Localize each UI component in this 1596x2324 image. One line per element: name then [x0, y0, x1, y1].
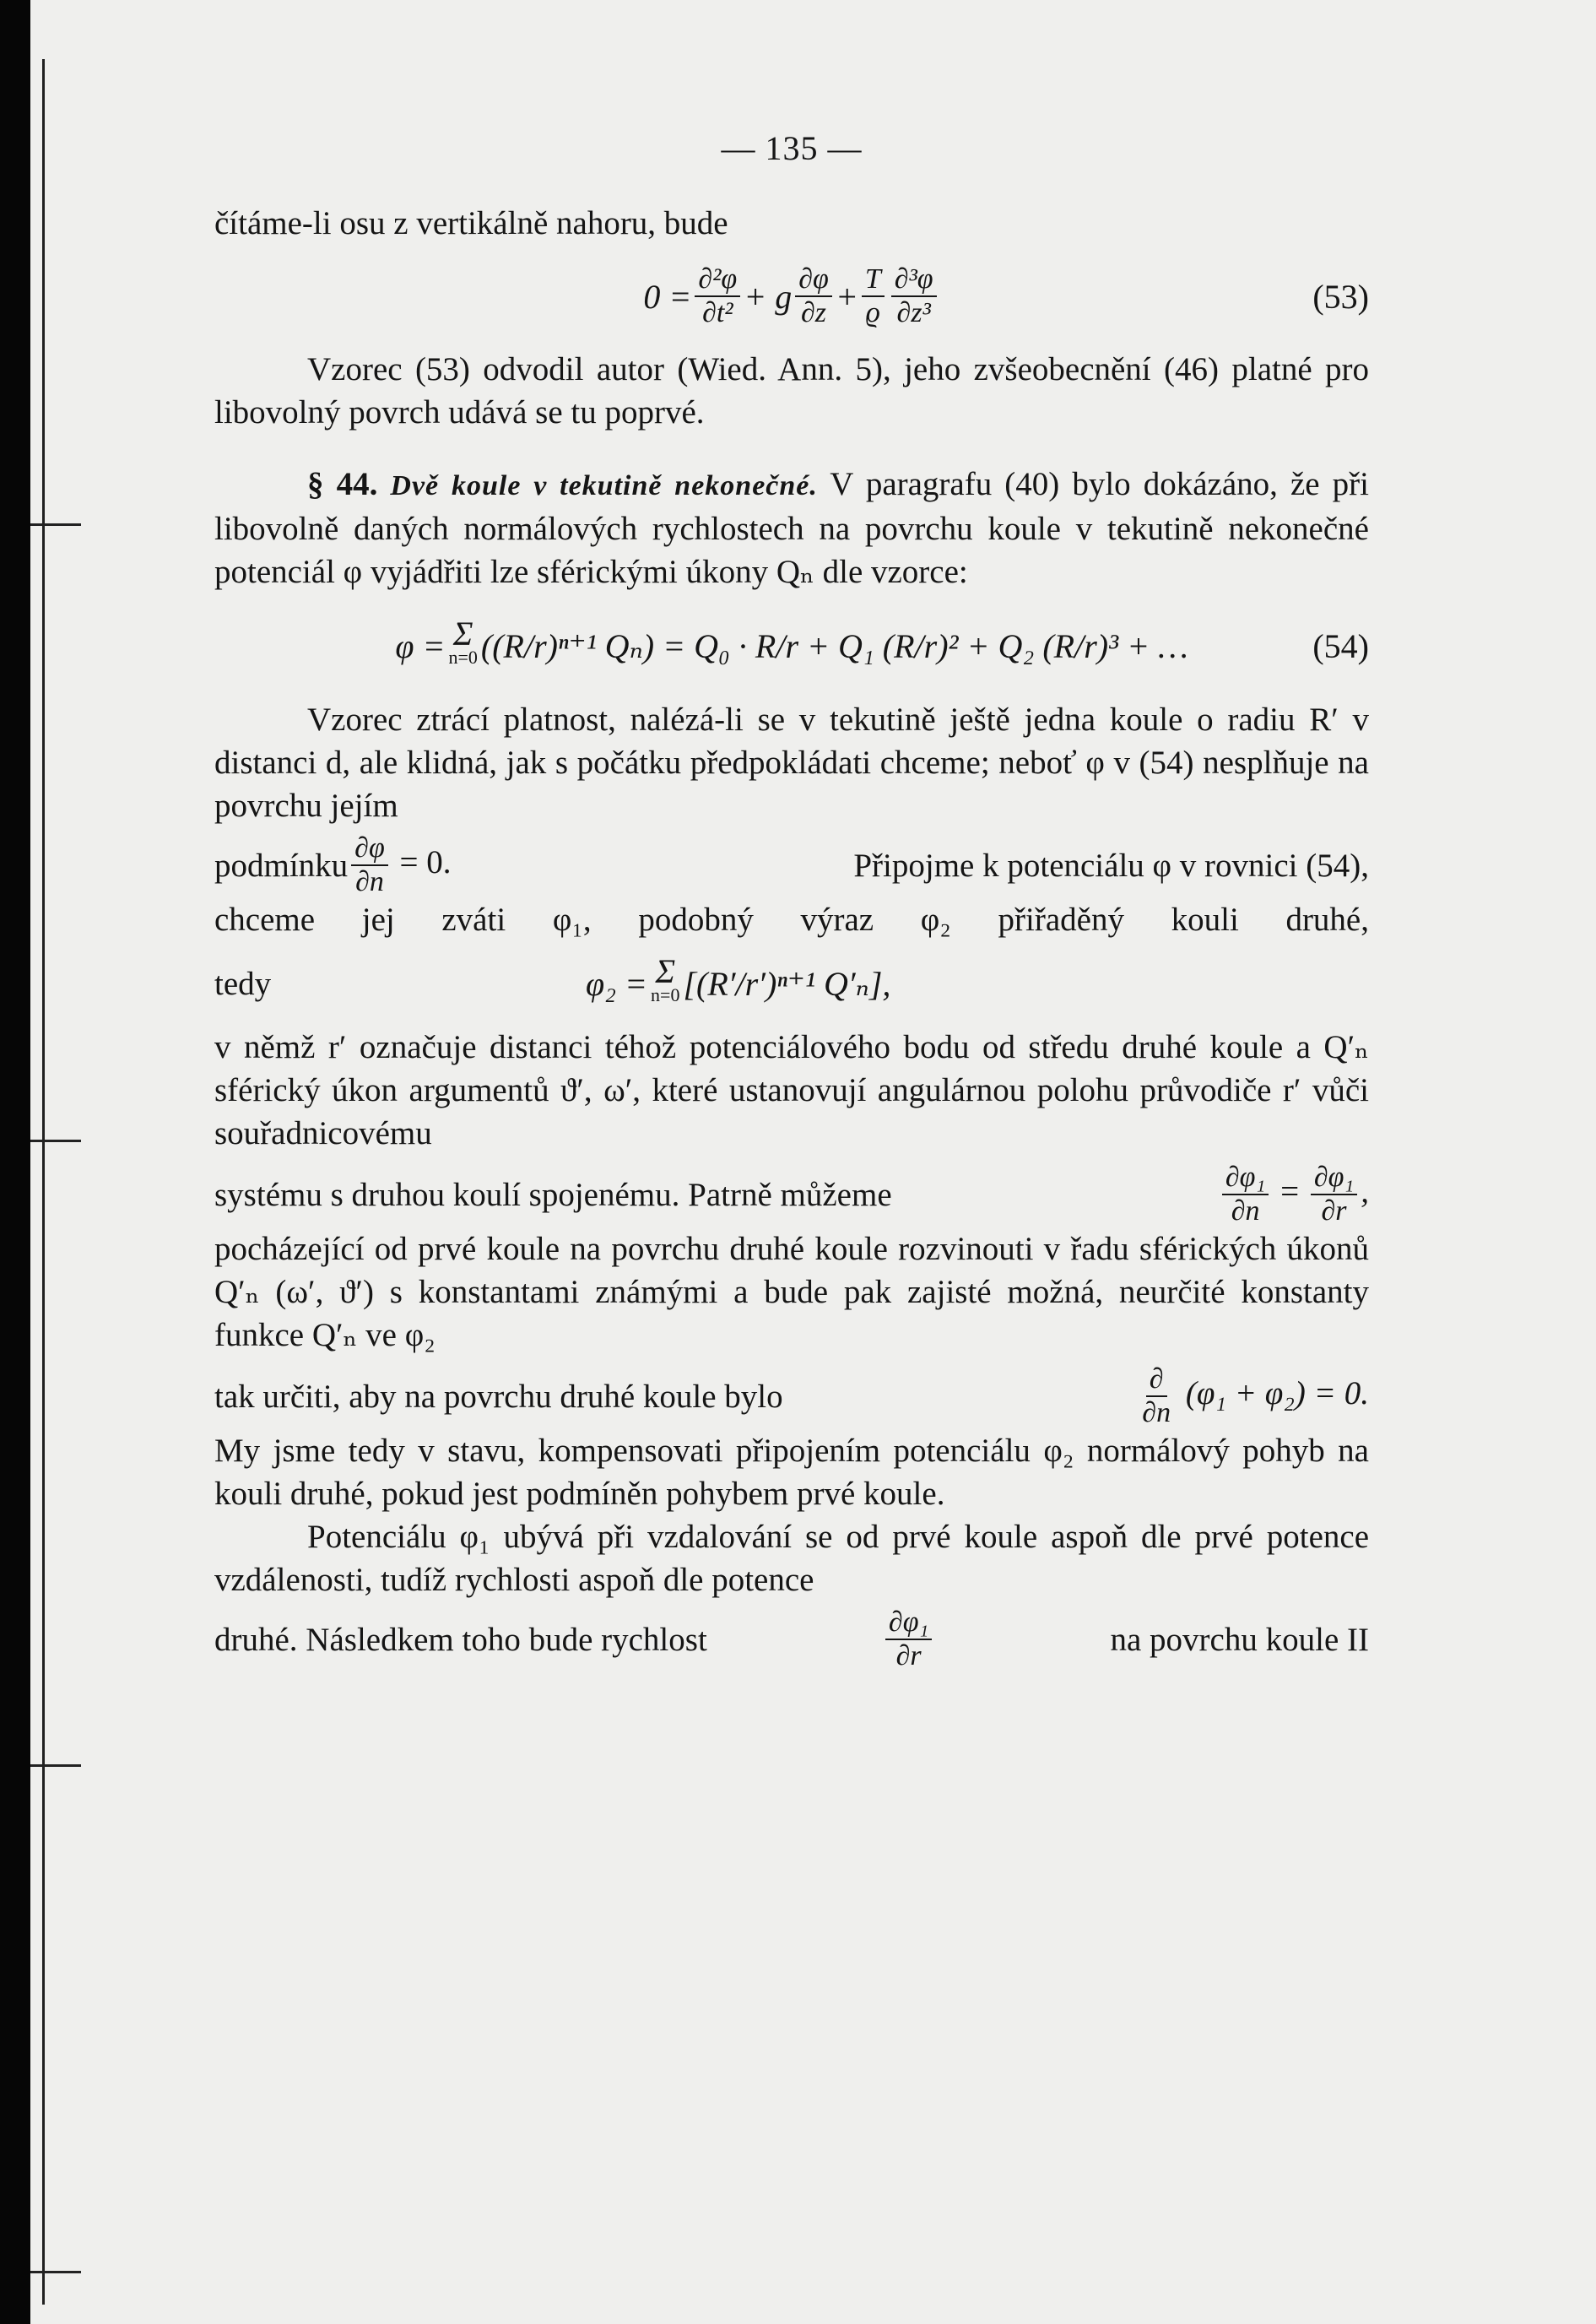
equation-number: (54)	[1312, 626, 1369, 665]
section-44	[214, 463, 1369, 593]
numerator: T	[862, 263, 885, 297]
eq-term: = 0.	[399, 843, 452, 880]
denominator: ∂r	[895, 1640, 922, 1671]
text: Připojme k potenciálu φ v rovnici (54),	[853, 847, 1369, 884]
book-page	[30, 0, 1596, 2324]
denominator: ∂n	[355, 866, 384, 897]
sigma: Σ	[452, 615, 473, 653]
page-content	[214, 127, 1369, 1672]
denominator: ∂t²	[702, 297, 733, 328]
eq-term: +	[835, 277, 858, 316]
text: tak určiti, aby na povrchu druhé koule bylo	[214, 1378, 783, 1415]
fraction	[1222, 1162, 1269, 1227]
equation-inline	[882, 1606, 935, 1672]
paragraph: Vzorec ztrácí platnost, nalézá-li se v tekutině ještě jedna koule o radiu R′ v distanci d, ale klidná, jak s počátku předpokládati chceme; neboť φ v (54) nesplňuje na povrchu jejím	[214, 702, 1369, 824]
fraction	[891, 263, 937, 329]
paragraph: pocházející od prvé koule na povrchu druhé koule rozvinouti v řadu sférických úkonů Q′ₙ (ω′, ϑ′) s konstantami známými a bude pak zajisté možná, neurčité konstanty funkce Q′ₙ ve φ₂	[214, 1231, 1369, 1353]
page-edge-line	[42, 59, 45, 2305]
fraction	[1139, 1363, 1174, 1429]
page-number: — 135 —	[721, 129, 863, 167]
edge-mark	[30, 523, 81, 526]
text: druhé. Následkem toho bude rychlost	[214, 1621, 707, 1658]
section-title: Dvě koule v tekutině nekonečné.	[390, 470, 818, 501]
eq-term: ,	[1361, 1173, 1369, 1210]
sum-operator	[448, 615, 478, 669]
sum-limit: n=0	[651, 984, 680, 1005]
text: na povrchu koule II	[1110, 1621, 1369, 1658]
equation-54	[214, 615, 1369, 669]
fraction	[862, 263, 885, 329]
paragraph: chceme jej zváti φ₁, podobný výraz φ₂ přiřaděný kouli druhé,	[214, 902, 1369, 938]
denominator: ∂z³	[896, 297, 931, 328]
eq-term: [(R′/r′)ⁿ⁺¹ Q′ₙ],	[683, 964, 891, 1003]
paragraph: Vzorec (53) odvodil autor (Wied. Ann. 5), jeho zvšeobecnění (46) platné pro libovolný povrch udává se tu poprvé.	[214, 351, 1369, 431]
tak-line	[214, 1363, 1369, 1429]
paragraph: čítáme-li osu z vertikálně nahoru, bude	[214, 205, 728, 241]
fraction	[351, 832, 388, 898]
numerator: ∂φ₁	[885, 1606, 932, 1640]
fraction	[695, 263, 740, 329]
eq-term: = Q₀ · R/r + Q₁ (R/r)² + Q₂ (R/r)³ + …	[663, 626, 1188, 665]
eq-term: + g	[744, 277, 793, 316]
last-line	[214, 1606, 1369, 1672]
fraction	[795, 263, 832, 329]
numerator: ∂φ	[351, 832, 388, 866]
eq-lhs: 0 =	[643, 277, 692, 316]
text: podmínku	[214, 847, 349, 884]
text: systému s druhou koulí spojenému. Patrně můžeme	[214, 1176, 892, 1213]
section-text: V paragrafu (40) bylo dokázáno, že při libovolně daných normálových rychlostech na povrchu koule v tekutině nekonečné potenciál φ vyjádřiti lze sférickými úkony Qₙ dle vzorce:	[214, 466, 1370, 590]
denominator: ϱ	[865, 297, 880, 328]
equation-phi2-line	[214, 952, 1369, 1007]
edge-mark	[30, 2271, 81, 2273]
numerator: ∂³φ	[891, 263, 937, 297]
paragraph: v němž r′ označuje distanci téhož potenciálového bodu od středu druhé koule a Q′ₙ sférický úkon argumentů ϑ′, ω′, které ustanovují angulárnou polohu průvodiče r′ vůči souřadnicovému	[214, 1029, 1369, 1151]
numerator: ∂	[1146, 1363, 1167, 1397]
fraction	[885, 1606, 932, 1672]
denominator: ∂z	[801, 297, 827, 328]
denominator: ∂n	[1142, 1397, 1171, 1428]
numerator: ∂φ	[795, 263, 832, 297]
numerator: ∂²φ	[695, 263, 740, 297]
denominator: ∂r	[1321, 1195, 1347, 1227]
numerator: ∂φ₁	[1311, 1162, 1357, 1195]
condition-line	[214, 832, 1369, 898]
section-mark: § 44.	[307, 466, 378, 502]
sum-operator	[651, 952, 680, 1007]
paragraph: My jsme tedy v stavu, kompensovati připojením potenciálu φ₂ normálový pohyb na kouli druhé, pokud jest podmíněn pohybem prvé koule.	[214, 1433, 1369, 1512]
denominator: ∂n	[1231, 1195, 1260, 1227]
eq-term: ((R/r)ⁿ⁺¹ Qₙ)	[480, 626, 655, 665]
equation-phi2	[586, 952, 891, 1007]
condition	[348, 832, 451, 898]
eq-term: =	[1280, 1173, 1300, 1210]
sigma: Σ	[655, 952, 676, 990]
eq-lhs: φ =	[395, 626, 446, 665]
edge-mark	[30, 1140, 81, 1142]
eq-term: (φ₁ + φ₂) = 0.	[1185, 1374, 1369, 1411]
eq-lhs: φ₂ =	[586, 964, 648, 1003]
equation-number: (53)	[1312, 277, 1369, 316]
edge-mark	[30, 1764, 81, 1767]
paragraph: Potenciálu φ₁ ubývá při vzdalování se od prvé koule aspoň dle prvé potence vzdálenosti, tudíž rychlosti aspoň dle potence	[214, 1519, 1369, 1598]
equation-inline	[1219, 1162, 1369, 1227]
sum-limit: n=0	[448, 647, 478, 668]
fraction	[1311, 1162, 1357, 1227]
system-line	[214, 1162, 1369, 1227]
text: tedy	[214, 965, 272, 1002]
equation-inline	[1135, 1363, 1369, 1429]
equation-53	[214, 263, 1369, 329]
numerator: ∂φ₁	[1222, 1162, 1269, 1195]
